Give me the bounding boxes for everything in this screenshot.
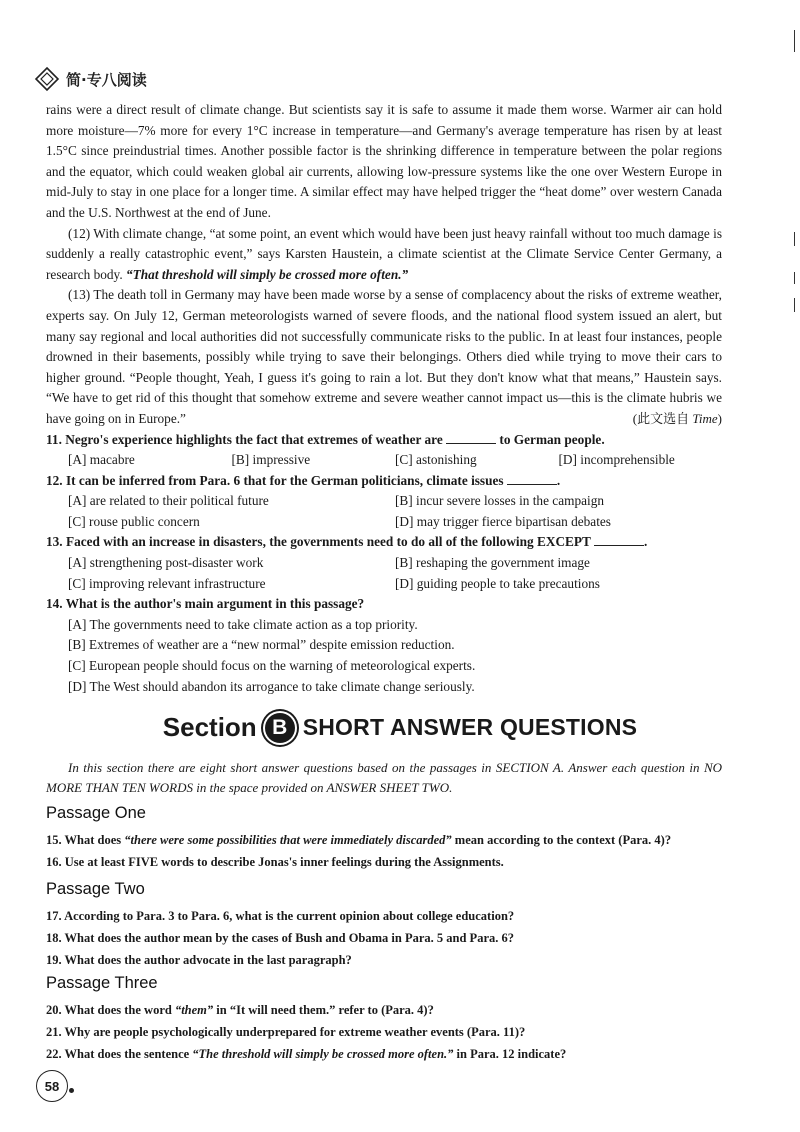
options (46, 450, 722, 471)
question-text: What does (64, 833, 125, 847)
short-answer-question (46, 851, 746, 873)
section-heading: SHORT ANSWER QUESTIONS (302, 714, 638, 740)
source-name: Time (692, 410, 718, 426)
section-letter-badge: B (265, 713, 295, 743)
question-text-end: mean according to the context (Para. 4)? (451, 833, 672, 847)
question-text: What does the word (64, 1003, 175, 1017)
question-stem (46, 471, 722, 492)
page-number: 58 (36, 1070, 68, 1102)
question-13 (46, 532, 722, 594)
question-number: 17. (46, 909, 62, 923)
option-d[interactable]: [D] may trigger fierce bipartisan debates (395, 513, 611, 529)
passage-body (46, 100, 722, 697)
option-d[interactable]: [D] guiding people to take precautions (395, 575, 600, 591)
option-c[interactable]: [C] European people should focus on the warning of meteorological experts. (68, 658, 476, 674)
option-c[interactable]: [C] astonishing (395, 452, 477, 468)
source-citation (633, 409, 722, 430)
question-stem (46, 430, 722, 451)
question-number: 20. (46, 1003, 62, 1017)
question-number: 16. (46, 855, 62, 869)
option-a[interactable]: [A] The governments need to take climate action as a top priority. (68, 616, 418, 632)
question-stem (46, 594, 722, 615)
scan-edge-mark (794, 272, 795, 284)
source-prefix: (此文选自 (632, 410, 693, 426)
option-b[interactable]: [B] Extremes of weather are a “new normal” despite emission reduction. (68, 637, 455, 653)
scan-edge-mark (794, 298, 795, 312)
question-text-end: in “It will need them.” refer to (Para. 4)? (213, 1003, 434, 1017)
passage-title: Passage Two (46, 880, 145, 898)
question-text: Negro's experience highlights the fact that extremes of weather are (65, 431, 443, 447)
option-d[interactable]: [D] The West should abandon its arrogance to take climate change seriously. (68, 678, 475, 694)
answer-blank (507, 472, 557, 485)
source-suffix: ) (717, 410, 722, 426)
option-c[interactable]: [C] rouse public concern (68, 513, 200, 529)
question-12 (46, 471, 722, 533)
option-b[interactable]: [B] reshaping the government image (395, 555, 590, 571)
question-text: What does the author mean by the cases of Bush and Obama in Para. 5 and Para. 6? (64, 931, 514, 945)
section-b-title (0, 712, 800, 743)
question-number: 11. (46, 431, 62, 447)
option-c[interactable]: [C] improving relevant infrastructure (68, 575, 266, 591)
option-a[interactable]: [A] strengthening post-disaster work (68, 555, 264, 571)
question-quote: “The threshold will simply be crossed more often.” (192, 1047, 454, 1061)
diamond-logo-icon (34, 66, 60, 92)
short-answer-question (46, 1043, 746, 1065)
question-number: 19. (46, 953, 62, 967)
paragraph-12-quote: “That threshold will simply be crossed more often.” (126, 266, 409, 282)
question-quote: “there were some possibilities that were immediately discarded” (124, 833, 452, 847)
question-number: 15. (46, 833, 62, 847)
question-text-end: . (644, 534, 648, 550)
question-text-end: . (556, 472, 561, 488)
short-answer-question (46, 905, 746, 927)
question-stem (46, 532, 722, 553)
section-word: Section (162, 712, 257, 742)
page-number-dot (69, 1088, 74, 1093)
passage-title: Passage Three (46, 974, 158, 992)
option-a[interactable]: [A] macabre (68, 452, 135, 468)
question-number: 13. (46, 534, 63, 550)
passage-title: Passage One (46, 804, 146, 822)
passage-one-block (46, 804, 746, 873)
short-answer-question (46, 999, 746, 1021)
answer-blank (594, 533, 644, 546)
option-a[interactable]: [A] are related to their political future (68, 493, 269, 509)
question-text: Why are people psychologically underprepared for extreme weather events (Para. 11)? (64, 1025, 526, 1039)
passage-two-block (46, 880, 746, 971)
question-text: What does the sentence (64, 1047, 193, 1061)
question-number: 12. (46, 472, 63, 488)
question-quote: “them” (174, 1003, 214, 1017)
options (46, 491, 722, 532)
paragraph-12-text: (12) With climate change, “at some point, an event which would have been just heavy rainfall without too much damage is suddenly a really catastrophic event,” says Karsten Haustein, a climate scientist at the Climate Service Center Germany, a research body. (46, 225, 722, 282)
option-b[interactable]: [B] impressive (231, 452, 311, 468)
question-text: It can be inferred from Para. 6 that for the German politicians, climate issues (65, 472, 504, 488)
page-header (34, 66, 147, 92)
question-text: What does the author advocate in the last paragraph? (64, 953, 352, 967)
header-title: 简·专八阅读 (66, 70, 147, 89)
scan-edge-mark (794, 232, 795, 246)
short-answer-question (46, 949, 746, 971)
question-number: 18. (46, 931, 62, 945)
question-text: Use at least FIVE words to describe Jonas's inner feelings during the Assignments. (64, 855, 504, 869)
question-text: Faced with an increase in disasters, the governments need to do all of the following EXCEPT (65, 534, 591, 550)
short-answer-question (46, 927, 746, 949)
question-14 (46, 594, 722, 697)
scan-edge-mark (794, 30, 795, 52)
paragraph-12 (46, 224, 722, 286)
question-text: What is the author's main argument in this passage? (65, 596, 365, 612)
question-number: 22. (46, 1047, 62, 1061)
question-text: According to Para. 3 to Para. 6, what is the current opinion about college education? (64, 909, 515, 923)
section-instructions: In this section there are eight short answer questions based on the passages in SECTION A. Answer each question in NO MORE THAN TEN WORDS in the space provided on ANSWER SHEET TWO. (46, 760, 722, 795)
answer-blank (446, 431, 496, 444)
short-answer-question (46, 1021, 746, 1043)
short-answer-question (46, 829, 746, 851)
paragraph-continued: rains were a direct result of climate change. But scientists say it is safe to assume it made them worse. Warmer air can hold more moisture—7% more for every 1°C increase in temperature—and Germany's average temperature has risen by at least 1.5°C since preindustrial times. Another possible factor is the shrinking difference in temperature between the polar regions and the equator, which could weaken global air currents, allowing low-pressure systems like the one over Western Europe in mid-July to stay in one place for a longer time. A similar effect may have helped trigger the “heat dome” over western Canada and the U.S. Northwest at the end of June. (46, 102, 722, 220)
question-number: 14. (46, 596, 63, 612)
option-b[interactable]: [B] incur severe losses in the campaign (395, 493, 604, 509)
option-d[interactable]: [D] incomprehensible (558, 452, 675, 468)
question-number: 21. (46, 1025, 62, 1039)
question-text-end: in Para. 12 indicate? (453, 1047, 567, 1061)
question-text-end: to German people. (499, 431, 605, 447)
paragraph-13: (13) The death toll in Germany may have been made worse by a sense of complacency about the risks of extreme weather, experts say. On July 12, German meteorologists warned of severe floods, and the national flood system issued an alert, but many say regional and local authorities did not successfully communicate risks to the public. In at least four instances, people drowned in their basements, possibly while trying to save their belongings. Others died while trying to move their cars to higher ground. “People thought, Yeah, I guess it's going to rain a lot. But they don't know what that means,” Haustein says. “We have to get rid of this thought that somehow extreme and severe weather cannot impact us—this is the climate hubris we have going on in Europe.” (46, 287, 722, 426)
question-11 (46, 430, 722, 471)
options (46, 553, 722, 594)
passage-three-block (46, 974, 746, 1065)
